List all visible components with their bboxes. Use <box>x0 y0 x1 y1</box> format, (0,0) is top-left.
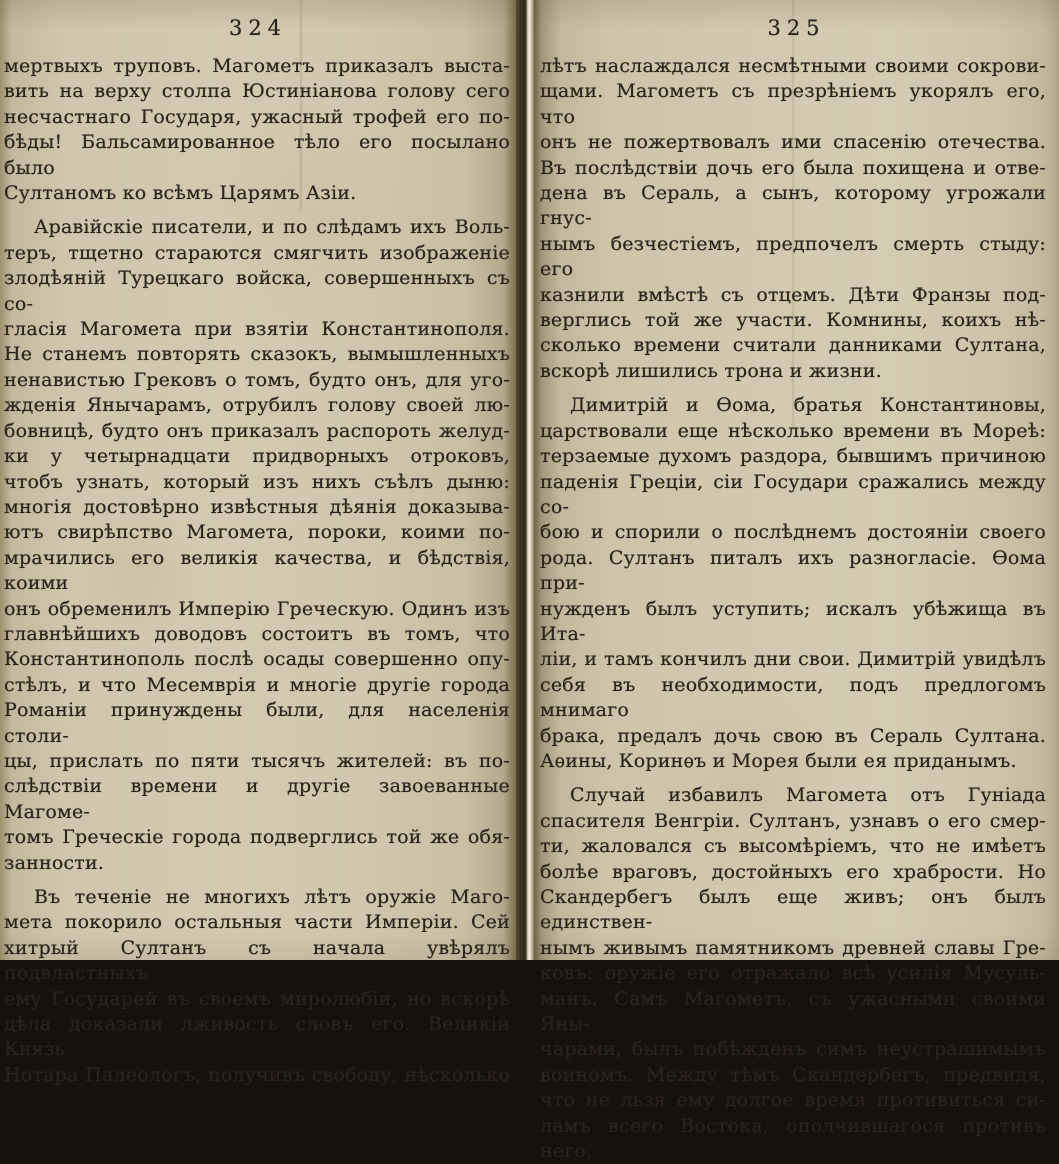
text-line: нужденъ былъ уступить; искалъ убѣжища въ Ита- <box>540 597 1046 645</box>
page-text-block <box>540 54 1046 1164</box>
text-line: Аѳины, Коринѳъ и Морея были ея приданымъ. <box>540 749 1017 772</box>
text-line: щами. Магометъ съ презрѣніемъ укорялъ его, что <box>540 80 1046 128</box>
text-line: стѣлъ, и что Месемврія и многіе другіе города <box>4 673 510 696</box>
text-line: Нотара Палеологъ, получивъ свободу, нѣсколько <box>4 1063 510 1086</box>
text-line: онъ не пожертвовалъ ими спасенію отечества. <box>540 131 1046 154</box>
text-line: Въ теченіе не многихъ лѣтъ оружіе Маго- <box>34 886 510 908</box>
text-line: дѣла доказали лживость словъ его. Великій Князь <box>4 1013 510 1061</box>
book-page-left <box>0 0 516 1086</box>
text-line: казнили вмѣстѣ съ отцемъ. Дѣти Франзы под- <box>540 283 1046 306</box>
text-line: сколько времени считали данниками Султана, <box>540 334 1046 357</box>
paragraph <box>4 215 510 876</box>
text-line: Въ послѣдствіи дочь его была похищена и отве- <box>540 156 1046 179</box>
text-line: себя въ необходимости, подъ предлогомъ мнимаго <box>540 673 1046 722</box>
text-line: чарами, былъ побѣжденъ симъ неустрашимымъ <box>540 1038 1046 1061</box>
text-line: бою и спорили о послѣднемъ достояніи своего <box>540 521 1046 544</box>
text-line: занности. <box>4 851 105 874</box>
text-line: дена въ Сераль, а сынъ, которому угрожали гнус- <box>540 182 1046 230</box>
paragraph <box>540 54 1046 384</box>
text-line: мрачились его великія качества, и бѣдствія, коими <box>4 546 510 595</box>
text-line: вскорѣ лишились трона и жизни. <box>540 359 882 382</box>
text-line: ковъ: оружіе его отражало всѣ усилія Мусуль- <box>540 962 1046 985</box>
text-line: царствовали еще нѣсколько времени въ Мореѣ: <box>540 419 1046 442</box>
text-line: теръ, тщетно стараются смягчить изображеніе <box>4 241 510 264</box>
paragraph <box>540 783 1046 1164</box>
page-text-block <box>4 54 510 1088</box>
text-line: слѣдствіи времени и другіе завоеванные Магоме- <box>4 775 510 823</box>
text-line: онъ обременилъ Имперію Греческую. Одинъ изъ <box>4 597 510 620</box>
paragraph <box>4 885 510 1088</box>
text-line: ки у четырнадцати придворныхъ отроковъ, <box>4 445 510 468</box>
text-line: верглись той же участи. Комнины, коихъ нѣ- <box>540 309 1046 332</box>
text-line: злодѣяній Турецкаго войска, совершенныхъ съ со- <box>4 267 510 315</box>
text-line: Романіи принуждены были, для населенія столи- <box>4 699 510 747</box>
text-line: Султаномъ ко всѣмъ Царямъ Азіи. <box>4 182 357 205</box>
page-number: 325 <box>767 16 826 40</box>
text-line: Случай избавилъ Магомета отъ Гуніада <box>570 784 1046 807</box>
text-line: лѣтъ наслаждался несмѣтными своими сокрови- <box>540 55 1046 77</box>
text-line: ему Государей въ своемъ миролюбіи, но вскорѣ <box>4 987 510 1010</box>
text-line: главнѣйшихъ доводовъ состоитъ въ томъ, что <box>4 622 510 645</box>
text-line: ютъ свирѣпство Магомета, пороки, коими по- <box>4 521 510 544</box>
text-line: ненавистью Грековъ о томъ, будто онъ, для уго- <box>4 368 510 391</box>
text-line: несчастнаго Государя, ужасный трофей его по- <box>4 105 510 128</box>
text-line: Не станемъ повторять сказокъ, вымышленныхъ <box>4 343 510 366</box>
paragraph <box>4 54 510 206</box>
text-line: болѣе враговъ, достойныхъ его храбрости. Но <box>540 860 1046 883</box>
text-line: брака, предалъ дочь свою въ Сераль Султана. <box>540 724 1046 747</box>
book-page-right <box>534 0 1059 1163</box>
text-line: нымъ безчестіемъ, предпочелъ смерть стыду: его <box>540 232 1046 281</box>
text-line: хитрый Султанъ съ начала увѣрялъ подвластныхъ <box>4 936 510 985</box>
text-line: многія достовѣрно извѣстныя дѣянія доказыва- <box>4 495 510 518</box>
text-line: чтобъ узнать, который изъ нихъ съѣлъ дыню: <box>4 470 510 493</box>
text-line: рода. Султанъ питалъ ихъ разногласіе. Ѳома при- <box>540 546 1046 595</box>
text-line: ламъ всего Востока, ополчившагося противъ него, <box>540 1114 1046 1163</box>
text-line: ти, жаловался съ высомѣріемъ, что не имѣетъ <box>540 835 1046 858</box>
text-line: манъ. Самъ Магометъ, съ ужасными своими Яны- <box>540 987 1046 1036</box>
text-line: паденія Греціи, сіи Государи сражались между со- <box>540 470 1046 518</box>
text-line: спасителя Венгріи. Султанъ, узнавъ о его смер- <box>540 809 1046 832</box>
text-line: Аравійскіе писатели, и по слѣдамъ ихъ Воль- <box>34 216 510 239</box>
paragraph <box>540 393 1046 774</box>
text-line: гласія Магомета при взятіи Константинополя. <box>4 318 510 341</box>
text-line: бовницѣ, будто онъ приказалъ распороть желуд- <box>4 419 510 442</box>
text-line: мета покорило остальныя части Имперіи. Сей <box>4 911 510 934</box>
text-line: что не льзя ему долгое время противиться си- <box>540 1089 1046 1112</box>
text-line: мертвыхъ труповъ. Магометъ приказалъ выста- <box>4 55 510 77</box>
text-line: Константинополь послѣ осады совершенно опу- <box>4 648 510 671</box>
text-line: Скандербегъ былъ еще живъ; онъ былъ единствен- <box>540 886 1046 934</box>
text-line: Димитрій и Ѳома, братья Константиновы, <box>570 394 1046 417</box>
text-line: жденія Янычарамъ, отрубилъ голову своей лю- <box>4 394 510 417</box>
text-line: вить на верху столпа Юстиніанова голову сего <box>4 80 510 103</box>
text-line: томъ Греческіе города подверглись той же обя- <box>4 826 510 849</box>
text-line: ліи, и тамъ кончилъ дни свои. Димитрій увидѣлъ <box>540 648 1046 671</box>
book-gutter-shadow <box>516 0 534 960</box>
text-line: цы, прислать по пяти тысячъ жителей: въ по- <box>4 749 510 772</box>
text-line: воиномъ. Между тѣмъ Скандербегъ, предвидя, <box>540 1063 1046 1086</box>
text-line: терзаемые духомъ раздора, бывшимъ причиною <box>540 445 1046 468</box>
text-line: бѣды! Бальсамированное тѣло его посылано было <box>4 131 510 179</box>
text-line: нымъ живымъ памятникомъ древней славы Гре- <box>540 936 1046 959</box>
page-number: 324 <box>228 16 288 40</box>
